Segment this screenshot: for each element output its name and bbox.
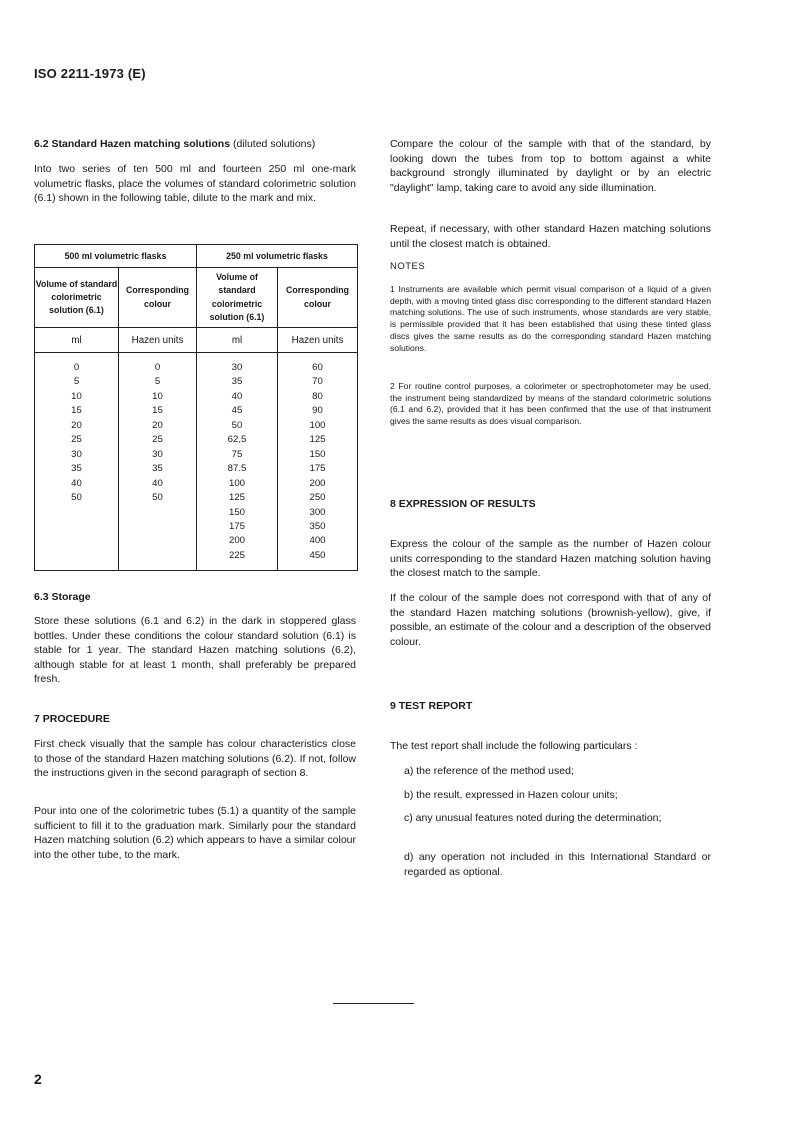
table-row: 25 25 62,5 125 xyxy=(35,433,358,447)
unit-hazen-500: Hazen units xyxy=(119,327,197,352)
unit-ml-250: ml xyxy=(197,327,278,352)
report-item-d: d) any operation not included in this International Standard or regarded as optional. xyxy=(404,851,711,878)
section-7-paragraph-2: Pour into one of the colorimetric tubes (5.1) a quantity of the sample sufficient to fill it to the graduation mark. Similarly pour the standard Hazen matching solution (6.2) which appears to have a similar colour into the other tube, to the mark. xyxy=(34,805,356,861)
section-8-paragraph-1: Express the colour of the sample as the number of Hazen colour units corresponding to the standard Hazen matching solution having the closest match to the sample. xyxy=(390,538,711,579)
col-header-colour-500: Corresponding colour xyxy=(119,268,197,328)
unit-ml-500: ml xyxy=(35,327,119,352)
table-row: 225 450 xyxy=(35,548,358,562)
repeat-paragraph: Repeat, if necessary, with other standard Hazen matching solutions until the closest match is obtained. xyxy=(390,223,711,250)
section-6-3-title: 6.3 Storage xyxy=(34,591,91,603)
section-6-2-title-suffix: (diluted solutions) xyxy=(230,138,316,150)
report-item-c: c) any unusual features noted during the determination; xyxy=(404,812,662,824)
report-item-a: a) the reference of the method used; xyxy=(404,765,574,777)
table-row: 30 30 75 150 xyxy=(35,447,358,461)
table-row: 175 350 xyxy=(35,519,358,533)
group-header-500ml: 500 ml volumetric flasks xyxy=(35,245,197,268)
end-rule xyxy=(333,1003,414,1004)
section-7-paragraph-1: First check visually that the sample has colour characteristics close to those of the standard Hazen matching solutions (6.2). If not, follow the instructions given in the second paragraph of section 8. xyxy=(34,738,356,779)
col-header-volume-500: Volume of standard colorimetric solution (6.1) xyxy=(35,268,119,328)
volume-table xyxy=(34,244,358,571)
section-7-title: 7 PROCEDURE xyxy=(34,713,110,725)
col-header-volume-250: Volume of standard colorimetric solution (6.1) xyxy=(197,268,278,328)
report-item-b: b) the result, expressed in Hazen colour units; xyxy=(404,789,618,801)
col-header-colour-250: Corresponding colour xyxy=(278,268,358,328)
section-6-2-title: 6.2 Standard Hazen matching solutions xyxy=(34,138,231,150)
table-unit-row xyxy=(35,327,358,352)
table-row: 200 400 xyxy=(35,534,358,548)
table-spacer-row xyxy=(35,353,358,361)
section-6-2-body: Into two series of ten 500 ml and fourteen 250 ml one-mark volumetric flasks, place the volumes of standard colorimetric solution (6.1) shown in the following table, dilute to the mark and mix. xyxy=(34,163,356,204)
section-9-intro: The test report shall include the following particulars : xyxy=(390,740,638,752)
table-spacer-row xyxy=(35,563,358,571)
section-9-title: 9 TEST REPORT xyxy=(390,700,473,712)
section-6-2-heading xyxy=(34,137,356,152)
unit-hazen-250: Hazen units xyxy=(278,327,358,352)
table-row: 5 5 35 70 xyxy=(35,375,358,389)
table-row: 40 40 100 200 xyxy=(35,476,358,490)
table-row: 10 10 40 80 xyxy=(35,389,358,403)
table-row: 50 50 125 250 xyxy=(35,490,358,504)
note-1: 1 Instruments are available which permit visual comparison of a liquid of a given depth, with a moving tinted glass disc corresponding to the different standard Hazen matching solutions. The use of such instruments, whose standards are very stable, is permissible provided that it has been established that using these tinted glass discs gives the same results as do the corresponding standard Hazen matching solutions. xyxy=(390,284,711,353)
table-row: 35 35 87.5 175 xyxy=(35,462,358,476)
table-column-header-row xyxy=(35,268,358,328)
group-header-250ml: 250 ml volumetric flasks xyxy=(197,245,358,268)
section-6-3-body: Store these solutions (6.1 and 6.2) in the dark in stoppered glass bottles. Under these conditions the colour standard solution (6.1) is stable for 1 year. The standard Hazen matching solutions (6.2), although stable for at least 1 month, shall preferably be prepared fresh. xyxy=(34,615,356,685)
notes-title: NOTES xyxy=(390,261,426,272)
table-group-header-row xyxy=(35,245,358,268)
comparison-paragraph: Compare the colour of the sample with that of the standard, by looking down the tubes from top to bottom against a white background strongly illuminated by daylight or by an electric "daylight" lamp, taking care to avoid any side illumination. xyxy=(390,138,711,194)
table-row: 0 0 30 60 xyxy=(35,360,358,374)
page-number: 2 xyxy=(34,1071,42,1087)
section-8-paragraph-2: If the colour of the sample does not correspond with that of any of the standard Hazen matching solutions (brownish-yellow), give, if possible, an estimate of the colour and a description of the observed colour. xyxy=(390,592,711,648)
table-row: 150 300 xyxy=(35,505,358,519)
section-8-title: 8 EXPRESSION OF RESULTS xyxy=(390,498,536,510)
table-row: 20 20 50 100 xyxy=(35,418,358,432)
note-2: 2 For routine control purposes, a colorimeter or spectrophotometer may be used, the instrument being standardized by means of the standard colorimetric solutions (6.1 and 6.2), provided that it has been confirmed that the use of that instrument gives the same results as does visual comparison. xyxy=(390,381,711,427)
table-row: 15 15 45 90 xyxy=(35,404,358,418)
document-header: ISO 2211-1973 (E) xyxy=(34,66,146,81)
